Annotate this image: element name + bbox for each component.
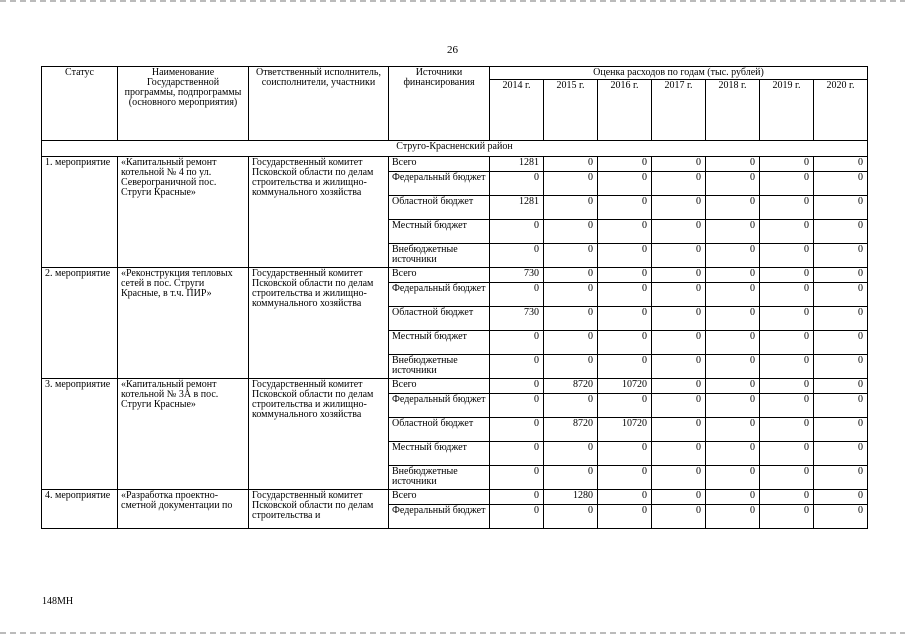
- expense-value: 0: [814, 490, 868, 505]
- expense-value: 0: [544, 244, 598, 268]
- expense-value: 0: [598, 283, 652, 307]
- expense-value: 0: [760, 418, 814, 442]
- expense-value: 0: [760, 172, 814, 196]
- expense-value: 0: [760, 442, 814, 466]
- expense-value: 0: [490, 418, 544, 442]
- scan-edge-bottom: [0, 632, 905, 634]
- funding-source: Местный бюджет: [389, 442, 490, 466]
- expense-value: 0: [760, 244, 814, 268]
- expense-value: 0: [598, 244, 652, 268]
- funding-source: Областной бюджет: [389, 196, 490, 220]
- expense-value: 0: [490, 355, 544, 379]
- expense-value: 0: [490, 220, 544, 244]
- expense-value: 0: [652, 418, 706, 442]
- header-year: 2015 г.: [544, 80, 598, 141]
- expense-value: 0: [652, 505, 706, 529]
- expense-value: 0: [652, 466, 706, 490]
- header-year: 2014 г.: [490, 80, 544, 141]
- expense-value: 0: [598, 442, 652, 466]
- expense-value: 0: [598, 394, 652, 418]
- expense-value: 0: [706, 394, 760, 418]
- expense-value: 0: [652, 490, 706, 505]
- expense-value: 0: [544, 283, 598, 307]
- expense-value: 0: [706, 379, 760, 394]
- expense-value: 0: [814, 244, 868, 268]
- expense-value: 0: [490, 505, 544, 529]
- funding-source: Внебюджетные источники: [389, 355, 490, 379]
- expense-value: 0: [544, 466, 598, 490]
- expense-value: 0: [544, 394, 598, 418]
- section-title: Струго-Красненский район: [42, 141, 868, 157]
- funding-source: Внебюджетные источники: [389, 466, 490, 490]
- expense-value: 1281: [490, 157, 544, 172]
- expense-value: 0: [706, 307, 760, 331]
- expense-value: 730: [490, 268, 544, 283]
- expense-value: 0: [814, 355, 868, 379]
- header-expenses: Оценка расходов по годам (тыс. рублей): [490, 67, 868, 80]
- expense-value: 0: [814, 172, 868, 196]
- expense-value: 0: [652, 379, 706, 394]
- header-name: Наименование Государственной программы, подпрограммы (основного мероприятия): [118, 67, 249, 141]
- expense-value: 0: [598, 355, 652, 379]
- expense-value: 0: [760, 466, 814, 490]
- expense-value: 0: [760, 379, 814, 394]
- event-name: «Капитальный ремонт котельной № 3А в пос. Струги Красные»: [118, 379, 249, 490]
- expense-value: 0: [544, 172, 598, 196]
- expense-value: 0: [652, 220, 706, 244]
- expense-value: 0: [544, 268, 598, 283]
- expense-value: 730: [490, 307, 544, 331]
- expense-value: 0: [652, 394, 706, 418]
- header-year: 2019 г.: [760, 80, 814, 141]
- expense-value: 0: [598, 268, 652, 283]
- expense-value: 0: [760, 490, 814, 505]
- expense-value: 0: [760, 157, 814, 172]
- expense-value: 0: [706, 466, 760, 490]
- expense-value: 0: [598, 331, 652, 355]
- expense-value: 0: [760, 331, 814, 355]
- expense-value: 0: [706, 505, 760, 529]
- expense-value: 0: [652, 268, 706, 283]
- expense-value: 0: [544, 307, 598, 331]
- expense-value: 0: [706, 172, 760, 196]
- event-name: «Реконструкция тепловых сетей в пос. Струги Красные, в т.ч. ПИР»: [118, 268, 249, 379]
- expense-value: 0: [760, 307, 814, 331]
- funding-source: Всего: [389, 157, 490, 172]
- expense-value: 0: [598, 172, 652, 196]
- expense-value: 0: [652, 442, 706, 466]
- expense-value: 0: [706, 157, 760, 172]
- expense-value: 0: [814, 307, 868, 331]
- expense-value: 0: [490, 244, 544, 268]
- event-name: «Разработка проектно-сметной документации по: [118, 490, 249, 529]
- expense-value: 0: [652, 331, 706, 355]
- expense-value: 0: [706, 268, 760, 283]
- funding-source: Федеральный бюджет: [389, 283, 490, 307]
- funding-source: Областной бюджет: [389, 418, 490, 442]
- expense-value: 0: [598, 490, 652, 505]
- header-year: 2016 г.: [598, 80, 652, 141]
- event-executor: Государственный комитет Псковской области по делам строительства и жилищно-коммунального хозяйства: [249, 379, 389, 490]
- expense-value: 0: [760, 283, 814, 307]
- expense-value: 0: [490, 490, 544, 505]
- expense-value: 0: [544, 505, 598, 529]
- funding-source: Федеральный бюджет: [389, 394, 490, 418]
- expense-value: 0: [814, 196, 868, 220]
- event-name: «Капитальный ремонт котельной № 4 по ул. Северограничной пос. Струги Красные»: [118, 157, 249, 268]
- expense-value: 0: [706, 442, 760, 466]
- expense-value: 0: [544, 157, 598, 172]
- funding-source: Местный бюджет: [389, 220, 490, 244]
- expense-value: 0: [652, 355, 706, 379]
- expense-value: 0: [814, 466, 868, 490]
- expense-value: 0: [814, 505, 868, 529]
- page-number: 26: [447, 44, 458, 56]
- expense-value: 0: [814, 442, 868, 466]
- expense-value: 0: [706, 490, 760, 505]
- expense-value: 0: [544, 355, 598, 379]
- expense-value: 0: [706, 355, 760, 379]
- header-year: 2018 г.: [706, 80, 760, 141]
- expense-value: 0: [598, 220, 652, 244]
- table-row: [42, 268, 868, 283]
- expense-value: 0: [544, 442, 598, 466]
- expense-value: 0: [760, 268, 814, 283]
- header-status: Статус: [42, 67, 118, 141]
- expense-table-wrapper: [41, 66, 868, 529]
- expense-value: 0: [814, 394, 868, 418]
- expense-value: 0: [706, 244, 760, 268]
- footer-code: 148МН: [42, 596, 74, 607]
- expense-value: 0: [706, 331, 760, 355]
- funding-source: Областной бюджет: [389, 307, 490, 331]
- expense-value: 1280: [544, 490, 598, 505]
- header-sources: Источники финансирования: [389, 67, 490, 141]
- expense-value: 0: [760, 394, 814, 418]
- funding-source: Всего: [389, 268, 490, 283]
- expense-value: 0: [544, 196, 598, 220]
- table-row: [42, 379, 868, 394]
- expense-value: 0: [598, 505, 652, 529]
- expense-value: 0: [544, 220, 598, 244]
- expense-value: 0: [760, 505, 814, 529]
- table-body: [42, 141, 868, 529]
- expense-value: 0: [652, 196, 706, 220]
- expense-value: 0: [490, 283, 544, 307]
- header-executor: Ответственный исполнитель, соисполнители, участники: [249, 67, 389, 141]
- funding-source: Местный бюджет: [389, 331, 490, 355]
- expense-value: 0: [760, 220, 814, 244]
- event-executor: Государственный комитет Псковской области по делам строительства и жилищно-коммунального хозяйства: [249, 157, 389, 268]
- table-row: [42, 490, 868, 505]
- expense-value: 0: [652, 172, 706, 196]
- event-status: 1. мероприятие: [42, 157, 118, 268]
- header-year: 2020 г.: [814, 80, 868, 141]
- expense-value: 0: [490, 331, 544, 355]
- header-year: 2017 г.: [652, 80, 706, 141]
- funding-source: Внебюджетные источники: [389, 244, 490, 268]
- expense-value: 0: [490, 172, 544, 196]
- expense-value: 10720: [598, 379, 652, 394]
- expense-value: 8720: [544, 418, 598, 442]
- expense-value: 8720: [544, 379, 598, 394]
- expense-value: 0: [598, 466, 652, 490]
- expense-value: 0: [652, 307, 706, 331]
- expense-table: [41, 66, 868, 529]
- event-status: 4. мероприятие: [42, 490, 118, 529]
- section-row: [42, 141, 868, 157]
- expense-value: 0: [598, 196, 652, 220]
- expense-value: 0: [652, 157, 706, 172]
- expense-value: 0: [490, 379, 544, 394]
- expense-value: 0: [652, 283, 706, 307]
- expense-value: 0: [652, 244, 706, 268]
- expense-value: 0: [706, 283, 760, 307]
- scan-edge-top: [0, 0, 905, 2]
- expense-value: 0: [760, 196, 814, 220]
- expense-value: 0: [490, 394, 544, 418]
- expense-value: 0: [760, 355, 814, 379]
- expense-value: 0: [490, 466, 544, 490]
- event-status: 3. мероприятие: [42, 379, 118, 490]
- table-row: [42, 157, 868, 172]
- expense-value: 0: [814, 379, 868, 394]
- expense-value: 0: [814, 283, 868, 307]
- funding-source: Федеральный бюджет: [389, 172, 490, 196]
- expense-value: 0: [814, 220, 868, 244]
- expense-value: 0: [598, 157, 652, 172]
- expense-value: 1281: [490, 196, 544, 220]
- funding-source: Федеральный бюджет: [389, 505, 490, 529]
- event-status: 2. мероприятие: [42, 268, 118, 379]
- event-executor: Государственный комитет Псковской области по делам строительства и: [249, 490, 389, 529]
- expense-value: 0: [490, 442, 544, 466]
- expense-value: 0: [706, 220, 760, 244]
- funding-source: Всего: [389, 490, 490, 505]
- funding-source: Всего: [389, 379, 490, 394]
- expense-value: 10720: [598, 418, 652, 442]
- expense-value: 0: [706, 196, 760, 220]
- table-header: [42, 67, 868, 141]
- expense-value: 0: [814, 157, 868, 172]
- expense-value: 0: [814, 331, 868, 355]
- event-executor: Государственный комитет Псковской области по делам строительства и жилищно-коммунального хозяйства: [249, 268, 389, 379]
- expense-value: 0: [598, 307, 652, 331]
- expense-value: 0: [544, 331, 598, 355]
- expense-value: 0: [706, 418, 760, 442]
- expense-value: 0: [814, 268, 868, 283]
- expense-value: 0: [814, 418, 868, 442]
